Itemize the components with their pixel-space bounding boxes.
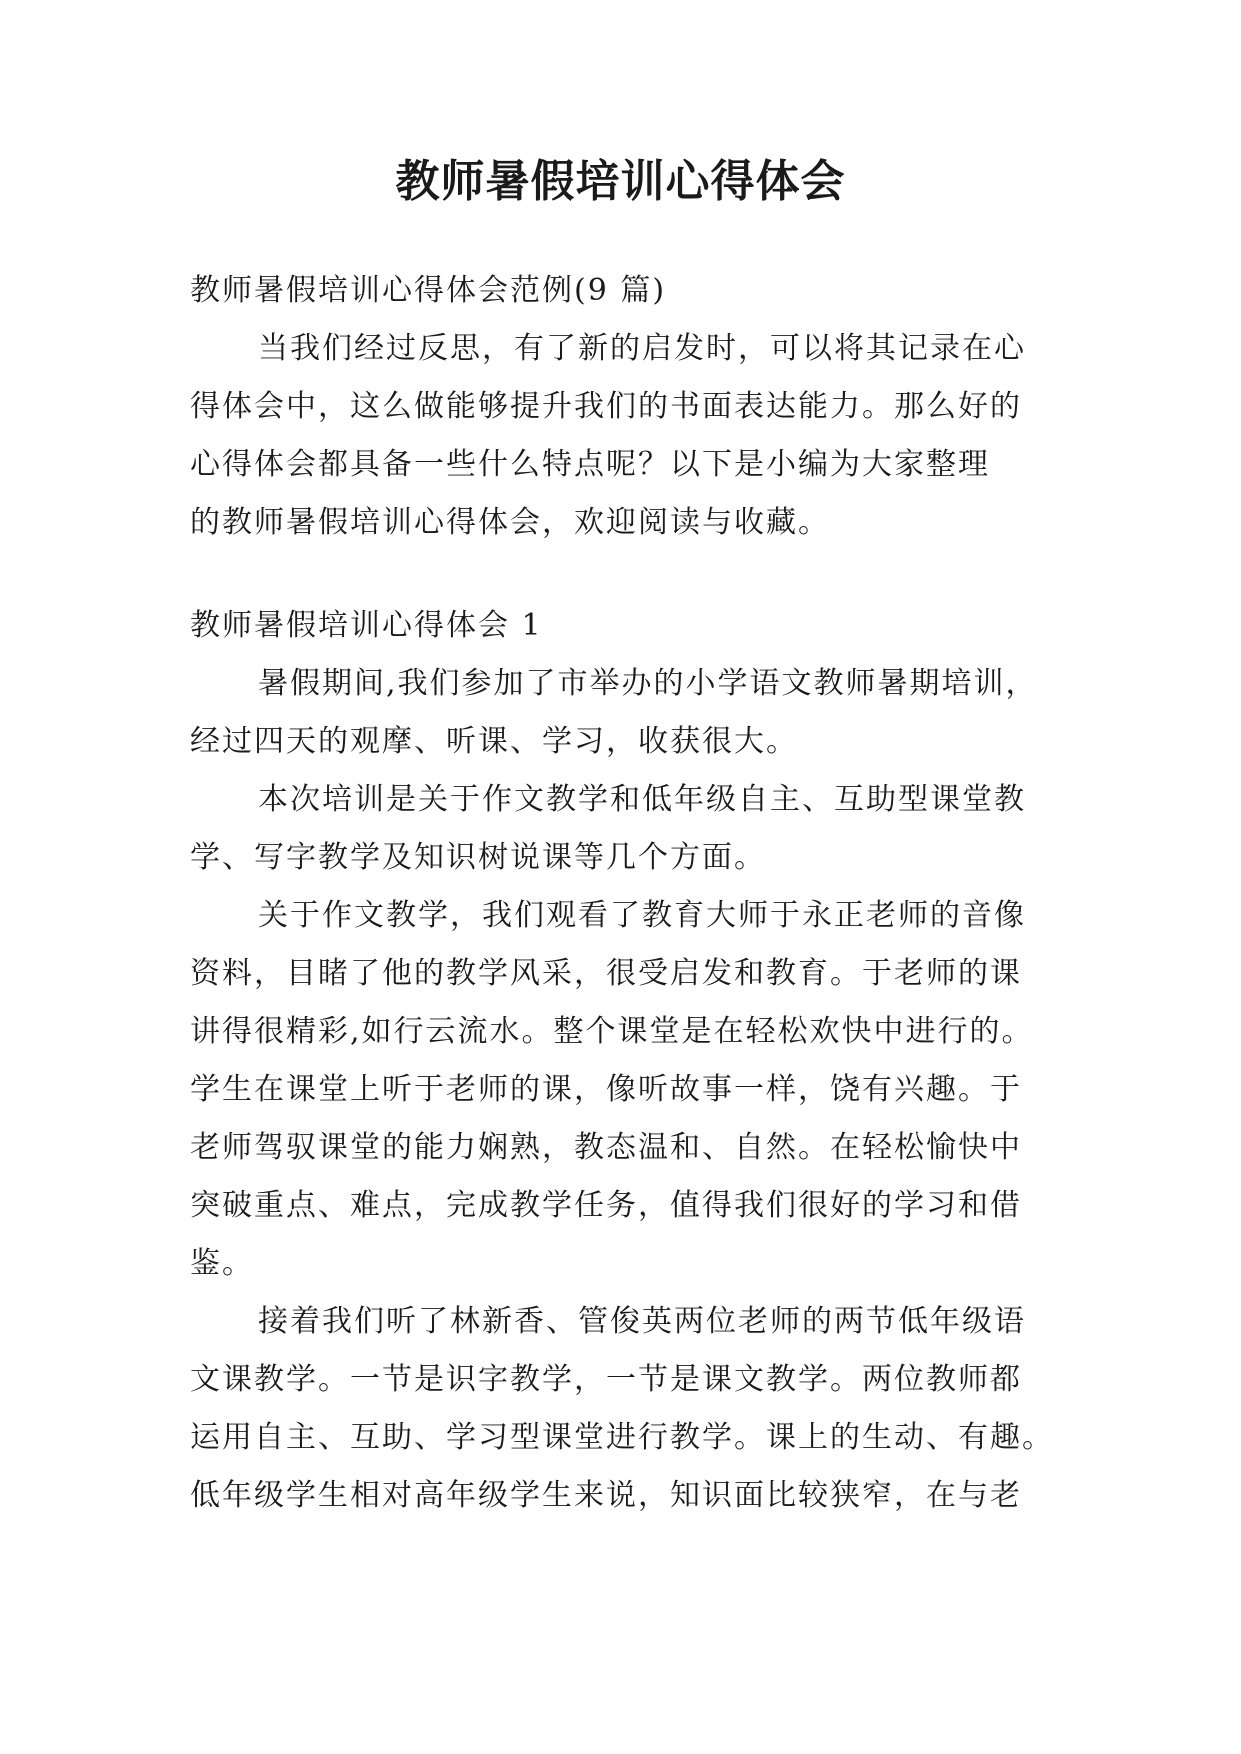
paragraph-line: 鉴。 [190, 1246, 254, 1281]
paragraph-line: 暑假期间,我们参加了市举办的小学语文教师暑期培训， [258, 666, 1038, 701]
body-paragraph [190, 1293, 1054, 1525]
paragraph-line: 当我们经过反思，有了新的启发时，可以将其记录在心 [258, 331, 1026, 366]
paragraph-line: 运用自主、互助、学习型课堂进行教学。课上的生动、有趣。 [190, 1420, 1054, 1455]
paragraph-line: 低年级学生相对高年级学生来说，知识面比较狭窄，在与老 [190, 1478, 1022, 1513]
document-body [190, 262, 1054, 1525]
paragraph-line: 文课教学。一节是识字教学，一节是课文教学。两位教师都 [190, 1362, 1022, 1397]
paragraph-line: 得体会中，这么做能够提升我们的书面表达能力。那么好的 [190, 389, 1022, 424]
intro-paragraph [190, 320, 1050, 552]
paragraph-line: 经过四天的观摩、听课、学习，收获很大。 [190, 724, 798, 759]
body-paragraph [190, 887, 1050, 1293]
paragraph-line: 心得体会都具备一些什么特点呢？以下是小编为大家整理 [190, 447, 990, 482]
section-spacer [190, 552, 1050, 597]
paragraph-line: 本次培训是关于作文教学和低年级自主、互助型课堂教 [258, 782, 1026, 817]
paragraph-line: 资料，目睹了他的教学风采，很受启发和教育。于老师的课 [190, 956, 1022, 991]
paragraph-line: 的教师暑假培训心得体会，欢迎阅读与收藏。 [190, 505, 830, 540]
section-heading: 教师暑假培训心得体会 1 [190, 608, 543, 643]
document-subtitle: 教师暑假培训心得体会范例(9 篇) [190, 273, 667, 308]
paragraph-line: 接着我们听了林新香、管俊英两位老师的两节低年级语 [258, 1304, 1026, 1339]
paragraph-line: 学生在课堂上听于老师的课，像听故事一样，饶有兴趣。于 [190, 1072, 1022, 1107]
body-paragraph [190, 771, 1050, 887]
paragraph-line: 学、写字教学及知识树说课等几个方面。 [190, 840, 766, 875]
body-paragraph [190, 655, 1050, 771]
paragraph-line: 讲得很精彩,如行云流水。整个课堂是在轻松欢快中进行的。 [190, 1014, 1034, 1049]
paragraph-line: 突破重点、难点，完成教学任务，值得我们很好的学习和借 [190, 1188, 1022, 1223]
document-title: 教师暑假培训心得体会 [395, 156, 846, 207]
paragraph-line: 老师驾驭课堂的能力娴熟，教态温和、自然。在轻松愉快中 [190, 1130, 1022, 1165]
paragraph-line: 关于作文教学，我们观看了教育大师于永正老师的音像 [258, 898, 1026, 933]
